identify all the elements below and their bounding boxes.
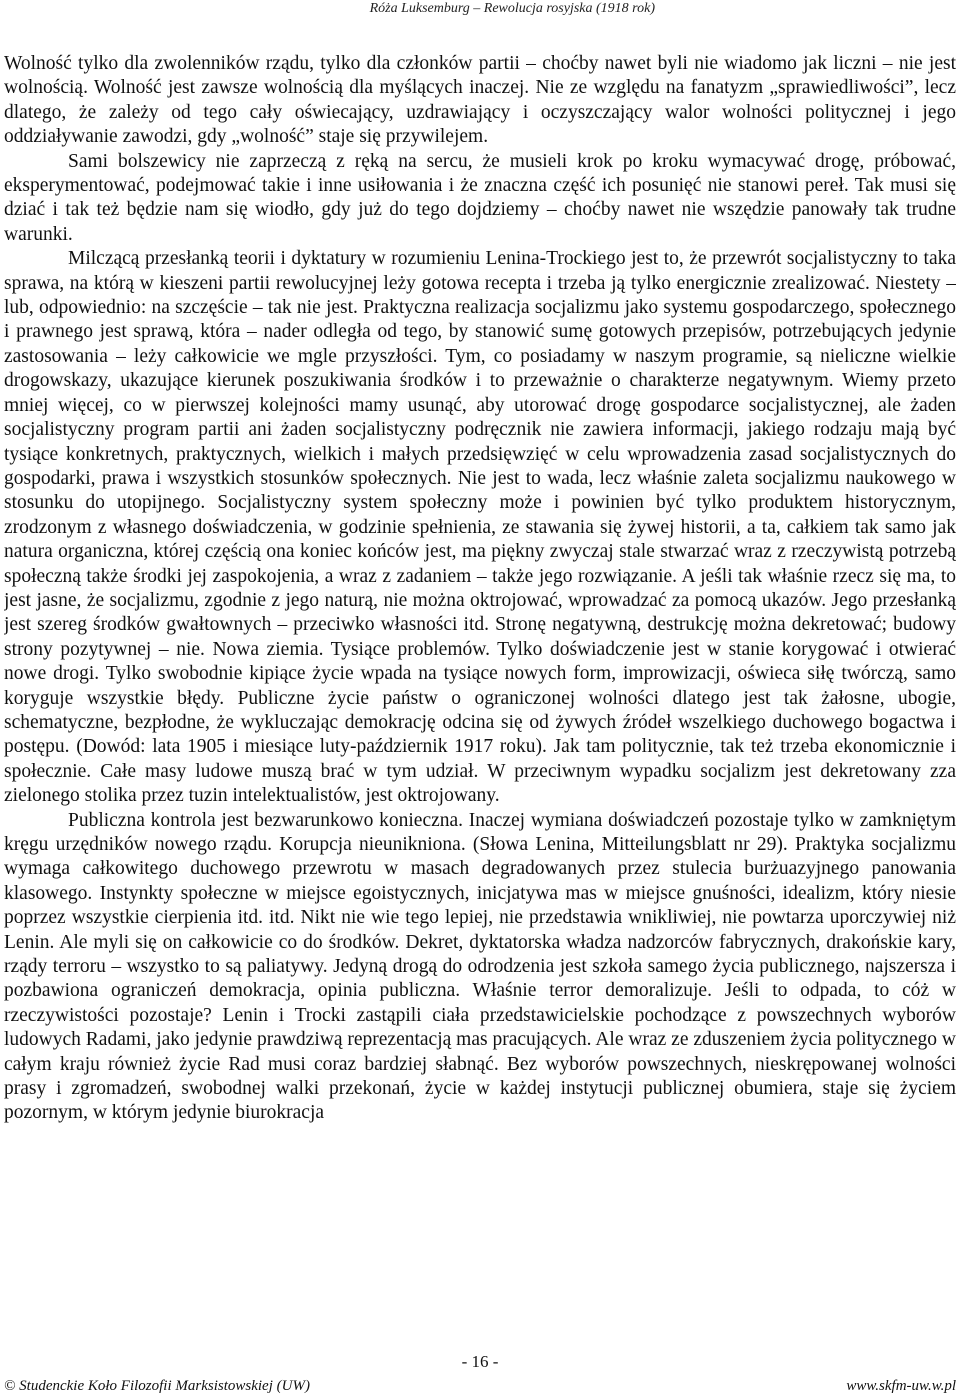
page-number: - 16 -	[461, 1352, 499, 1371]
paragraph: Milczącą przesłanką teorii i dyktatury w rozumieniu Lenina-Trockiego jest to, że przewrót socjalistyczny to taka sprawa, na którą w kieszeni partii rewolucyjnej leży gotowa recepta i trzeba ją tylko energicznie zrealizować. Niestety – lub, odpowiednio: na szczęście – tak nie jest. Praktyczna realizacja socjalizmu jako systemu gospodarczego, społecznego i prawnego jest sprawą, która – nader odległa od tego, by stanowić sumę gotowych przepisów, potrzebujących jedynie zastosowania – leży całkowicie we mgle przyszłości. Tym, co posiadamy w naszym programie, są nieliczne wielkie drogowskazy, ukazujące kierunek poszukiwania środków i to przeważnie o charakterze negatywnym. Wiemy przeto mniej więcej, co w pierwszej kolejności mamy usunąć, aby utorować drogę gospodarce socjalistycznej, ale żaden socjalistyczny program partii ani żaden socjalistyczny podręcznik nie zawiera informacji, jakiego rodzaju mają być tysiące konkretnych, praktycznych, wielkich i małych przedsięwzięć w celu wprowadzenia zasad socjalistycznych do gospodarki, prawa i wszystkich stosunków społecznych. Nie jest to wada, lecz właśnie zaleta socjalizmu naukowego w stosunku do utopijnego. Socjalistyczny system społeczny może i powinien być tylko produktem historycznym, zrodzonym z własnego doświadczenia, w godzinie spełnienia, ze stawania się żywej historii, a ta, całkiem tak samo jak natura organiczna, której częścią ona koniec końców jest, ma piękny zwyczaj stale stwarzać wraz z rzeczywistą potrzebą społeczną także środki jej zaspokojenia, a wraz z zadaniem – także jego rozwiązanie. A jeśli tak właśnie rzecz się ma, to jest jasne, że socjalizmu, zgodnie z jego naturą, nie można oktrojować, wprowadzać za pomocą ukazów. Jego przesłanką jest szereg środków gwałtownych – przeciwko własności itd. Stronę negatywną, destrukcję można dekretować; budowy strony pozytywnej – nie. Nowa ziemia. Tysiące problemów. Tylko doświadczenie jest w stanie korygować i otwierać nowe drogi. Tylko swobodnie kipiące życie wpada na tysiące nowych form, improwizacji, oświeca siłę twórczą, samo koryguje wszystkie błędy. Publiczne życie państw o ograniczonej wolności dlatego jest tak żałosne, ubogie, schematyczne, bezpłodne, że wykluczając demokrację odcina się od żywych źródeł wszelkiego duchowego bogactwa i postępu. (Dowód: lata 1905 i miesiące luty-październik 1917 roku). Jak tam politycznie, tak też trzeba ekonomicznie i społecznie. Całe masy ludowe muszą brać w tym udział. W przeciwnym wypadku socjalizm jest dekretowany zza zielonego stolika przez tuzin intelektualistów, jest oktrojowany.	[4, 248, 956, 807]
paragraph: Publiczna kontrola jest bezwarunkowo konieczna. Inaczej wymiana doświadczeń pozostaje tylko w zamkniętym kręgu urzędników nowego rządu. Korupcja nieunikniona. (Słowa Lenina, Mitteilungsblatt nr 29). Praktyka socjalizmu wymaga całkowitego duchowego przewrotu w masach degradowanych przez stulecia burżuazyjnego panowania klasowego. Instynkty społeczne w miejsce egoistycznych, inicjatywa mas w miejsce gnuśności, idealizm, który niesie poprzez wszystkie cierpienia itd. itd. Nikt nie wie tego lepiej, nie przedstawia wnikliwiej, nie powtarza uporczywiej niż Lenin. Ale myli się on całkowicie co do środków. Dekret, dyktatorska władza nadzorców fabrycznych, drakońskie kary, rządy terroru – wszystko to są paliatywy. Jedyną drogą do odrodzenia jest szkoła samego życia publicznego, najszersza i pozbawiona ograniczeń demokracja, opinia publiczna. Właśnie terror demoralizuje. Jeśli to odpada, to cóż w rzeczywistości pozostaje? Lenin i Trocki zastąpili ciała przedstawicielskie pochodzące z powszechnych wyborów ludowych Radami, jako jedynie prawdziwą reprezentacją mas pracujących. Ale wraz ze zduszeniem życia politycznego w całym kraju również życie Rad musi coraz bardziej słabnąć. Bez wyborów powszechnych, nieskrępowanej wolności prasy i zgromadzeń, swobodnej walki przekonań, życie w każdej instytucji publicznej obumiera, staje się życiem pozornym, w którym jedynie biurokracja	[4, 809, 956, 1124]
running-header-title: Róża Luksemburg – Rewolucja rosyjska (1918 rok)	[369, 1, 655, 16]
paragraph-continued: Wolność tylko dla zwolenników rządu, tylko dla członków partii – choćby nawet byli nie wiadomo jak liczni – nie jest wolnością. Wolność jest zawsze wolnością dla myślących inaczej. Nie ze względu na fanatyzm „sprawiedliwości”, lecz dlatego, że zależy od tego cały oświecający, uzdrawiający i oczyszczający walor wolności politycznej i jego oddziaływanie zawodzi, gdy „wolność” staje się przywilejem.	[4, 53, 956, 148]
paragraph: Sami bolszewicy nie zaprzeczą z ręką na sercu, że musieli krok po kroku wymacywać drogę, próbować, eksperymentować, podejmować takie i inne usiłowania i że znaczna część ich posunięć nie stanowi pereł. Tak musi się dziać i tak też będzie nam się wiodło, gdy już do tego dojdziemy – choćby nawet nie wszędzie panowały tak trudne warunki.	[4, 150, 956, 245]
document-body	[4, 52, 956, 1347]
footer-website-link[interactable]: www.skfm-uw.w.pl	[846, 1378, 956, 1394]
footer-publisher: © Studenckie Koło Filozofii Marksistowskiej (UW)	[4, 1378, 310, 1394]
